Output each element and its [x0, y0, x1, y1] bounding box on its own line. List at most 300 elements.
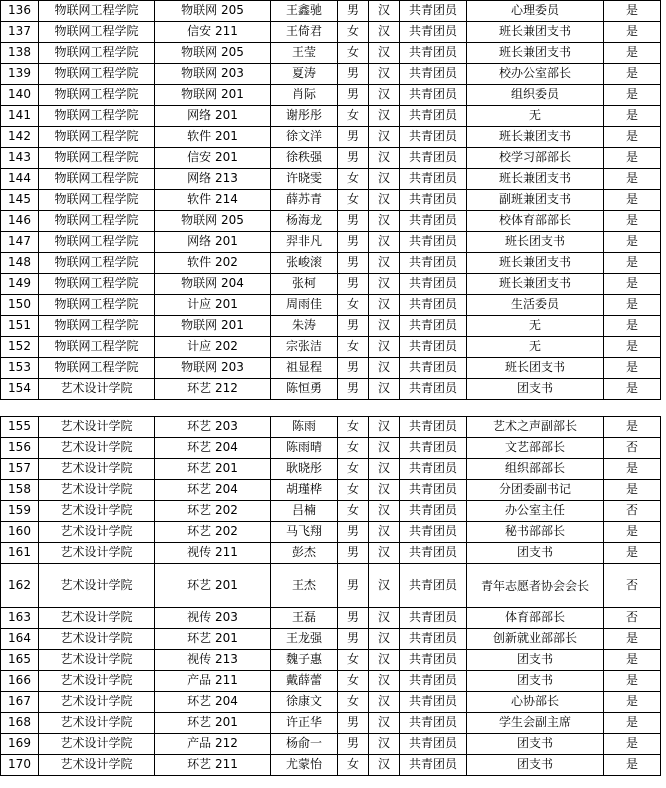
ethnicity-cell: 汉 — [369, 295, 400, 316]
name-cell: 王莹 — [271, 43, 338, 64]
table-row — [1, 232, 661, 253]
political-status-cell: 共青团员 — [400, 692, 467, 713]
political-status-cell: 共青团员 — [400, 22, 467, 43]
position-cell: 青年志愿者协会会长 — [467, 564, 604, 608]
college-cell: 物联网工程学院 — [39, 22, 155, 43]
college-cell: 艺术设计学院 — [39, 480, 155, 501]
political-status-cell: 共青团员 — [400, 608, 467, 629]
flag-cell: 是 — [604, 379, 661, 400]
ethnicity-cell: 汉 — [369, 337, 400, 358]
name-cell: 薛苏青 — [271, 190, 338, 211]
class-cell: 物联网 204 — [155, 274, 271, 295]
college-cell: 物联网工程学院 — [39, 274, 155, 295]
class-cell: 物联网 203 — [155, 358, 271, 379]
ethnicity-cell: 汉 — [369, 629, 400, 650]
gender-cell: 女 — [338, 22, 369, 43]
position-cell: 班长兼团支书 — [467, 22, 604, 43]
gender-cell: 女 — [338, 480, 369, 501]
gender-cell: 男 — [338, 85, 369, 106]
index-cell: 167 — [1, 692, 39, 713]
index-cell: 163 — [1, 608, 39, 629]
college-cell: 艺术设计学院 — [39, 501, 155, 522]
gender-cell: 女 — [338, 650, 369, 671]
table-row — [1, 379, 661, 400]
flag-cell: 是 — [604, 316, 661, 337]
ethnicity-cell: 汉 — [369, 106, 400, 127]
index-cell: 168 — [1, 713, 39, 734]
college-cell: 物联网工程学院 — [39, 316, 155, 337]
ethnicity-cell: 汉 — [369, 459, 400, 480]
college-cell: 物联网工程学院 — [39, 295, 155, 316]
index-cell: 145 — [1, 190, 39, 211]
ethnicity-cell: 汉 — [369, 692, 400, 713]
political-status-cell: 共青团员 — [400, 337, 467, 358]
ethnicity-cell: 汉 — [369, 543, 400, 564]
position-cell: 心理委员 — [467, 1, 604, 22]
class-cell: 物联网 205 — [155, 211, 271, 232]
position-cell: 班长团支书 — [467, 358, 604, 379]
class-cell: 软件 202 — [155, 253, 271, 274]
college-cell: 物联网工程学院 — [39, 232, 155, 253]
name-cell: 肖际 — [271, 85, 338, 106]
name-cell: 张柯 — [271, 274, 338, 295]
name-cell: 彭杰 — [271, 543, 338, 564]
college-cell: 艺术设计学院 — [39, 543, 155, 564]
table-row — [1, 629, 661, 650]
gender-cell: 女 — [338, 671, 369, 692]
table-row — [1, 459, 661, 480]
class-cell: 视传 213 — [155, 650, 271, 671]
flag-cell: 是 — [604, 274, 661, 295]
name-cell: 胡瑾桦 — [271, 480, 338, 501]
table-row — [1, 543, 661, 564]
index-cell: 136 — [1, 1, 39, 22]
class-cell: 软件 201 — [155, 127, 271, 148]
political-status-cell: 共青团员 — [400, 1, 467, 22]
flag-cell: 是 — [604, 480, 661, 501]
index-cell: 143 — [1, 148, 39, 169]
index-cell: 154 — [1, 379, 39, 400]
political-status-cell: 共青团员 — [400, 438, 467, 459]
name-cell: 杨海龙 — [271, 211, 338, 232]
class-cell: 环艺 202 — [155, 522, 271, 543]
flag-cell: 是 — [604, 43, 661, 64]
class-cell: 环艺 204 — [155, 438, 271, 459]
college-cell: 艺术设计学院 — [39, 379, 155, 400]
flag-cell: 否 — [604, 438, 661, 459]
gender-cell: 女 — [338, 438, 369, 459]
class-cell: 物联网 201 — [155, 316, 271, 337]
class-cell: 计应 202 — [155, 337, 271, 358]
political-status-cell: 共青团员 — [400, 106, 467, 127]
position-cell: 组织部部长 — [467, 459, 604, 480]
name-cell: 谢彤彤 — [271, 106, 338, 127]
flag-cell: 是 — [604, 85, 661, 106]
flag-cell: 是 — [604, 543, 661, 564]
name-cell: 戴薛蕾 — [271, 671, 338, 692]
flag-cell: 否 — [604, 564, 661, 608]
college-cell: 物联网工程学院 — [39, 85, 155, 106]
index-cell: 144 — [1, 169, 39, 190]
class-cell: 网络 201 — [155, 232, 271, 253]
table-row — [1, 295, 661, 316]
position-cell: 文艺部部长 — [467, 438, 604, 459]
gender-cell: 女 — [338, 43, 369, 64]
index-cell: 158 — [1, 480, 39, 501]
college-cell: 艺术设计学院 — [39, 734, 155, 755]
political-status-cell: 共青团员 — [400, 629, 467, 650]
college-cell: 艺术设计学院 — [39, 650, 155, 671]
college-cell: 艺术设计学院 — [39, 713, 155, 734]
political-status-cell: 共青团员 — [400, 85, 467, 106]
table-row — [1, 734, 661, 755]
class-cell: 物联网 205 — [155, 1, 271, 22]
college-cell: 物联网工程学院 — [39, 106, 155, 127]
flag-cell: 是 — [604, 148, 661, 169]
name-cell: 尤蒙怡 — [271, 755, 338, 776]
position-cell: 创新就业部部长 — [467, 629, 604, 650]
table-row — [1, 337, 661, 358]
position-cell: 校体育部部长 — [467, 211, 604, 232]
ethnicity-cell: 汉 — [369, 501, 400, 522]
index-cell: 169 — [1, 734, 39, 755]
flag-cell: 是 — [604, 190, 661, 211]
political-status-cell: 共青团员 — [400, 169, 467, 190]
position-cell: 班长兼团支书 — [467, 253, 604, 274]
table-row — [1, 211, 661, 232]
index-cell: 153 — [1, 358, 39, 379]
position-cell: 校学习部部长 — [467, 148, 604, 169]
table-row — [1, 671, 661, 692]
gender-cell: 男 — [338, 734, 369, 755]
class-cell: 网络 213 — [155, 169, 271, 190]
table-row — [1, 1, 661, 22]
table-row — [1, 253, 661, 274]
table-row — [1, 169, 661, 190]
flag-cell: 是 — [604, 127, 661, 148]
gender-cell: 女 — [338, 459, 369, 480]
class-cell: 信安 201 — [155, 148, 271, 169]
college-cell: 艺术设计学院 — [39, 692, 155, 713]
gender-cell: 男 — [338, 316, 369, 337]
ethnicity-cell: 汉 — [369, 417, 400, 438]
position-cell: 副班兼团支书 — [467, 190, 604, 211]
gender-cell: 女 — [338, 190, 369, 211]
class-cell: 计应 201 — [155, 295, 271, 316]
gender-cell: 女 — [338, 337, 369, 358]
table-row — [1, 417, 661, 438]
class-cell: 视传 203 — [155, 608, 271, 629]
name-cell: 祖显程 — [271, 358, 338, 379]
political-status-cell: 共青团员 — [400, 734, 467, 755]
college-cell: 艺术设计学院 — [39, 755, 155, 776]
political-status-cell: 共青团员 — [400, 148, 467, 169]
index-cell: 146 — [1, 211, 39, 232]
ethnicity-cell: 汉 — [369, 85, 400, 106]
index-cell: 165 — [1, 650, 39, 671]
flag-cell: 是 — [604, 734, 661, 755]
name-cell: 许正华 — [271, 713, 338, 734]
ethnicity-cell: 汉 — [369, 316, 400, 337]
ethnicity-cell: 汉 — [369, 734, 400, 755]
gender-cell: 男 — [338, 564, 369, 608]
ethnicity-cell: 汉 — [369, 671, 400, 692]
name-cell: 陈雨 — [271, 417, 338, 438]
index-cell: 161 — [1, 543, 39, 564]
political-status-cell: 共青团员 — [400, 522, 467, 543]
ethnicity-cell: 汉 — [369, 713, 400, 734]
college-cell: 艺术设计学院 — [39, 671, 155, 692]
table-row — [1, 127, 661, 148]
class-cell: 物联网 203 — [155, 64, 271, 85]
political-status-cell: 共青团员 — [400, 501, 467, 522]
name-cell: 王杰 — [271, 564, 338, 608]
gender-cell: 男 — [338, 127, 369, 148]
ethnicity-cell: 汉 — [369, 148, 400, 169]
index-cell: 157 — [1, 459, 39, 480]
gender-cell: 男 — [338, 379, 369, 400]
ethnicity-cell: 汉 — [369, 169, 400, 190]
index-cell: 151 — [1, 316, 39, 337]
index-cell: 170 — [1, 755, 39, 776]
flag-cell: 是 — [604, 106, 661, 127]
index-cell: 149 — [1, 274, 39, 295]
position-cell: 班长兼团支书 — [467, 127, 604, 148]
index-cell: 159 — [1, 501, 39, 522]
name-cell: 徐康文 — [271, 692, 338, 713]
class-cell: 软件 214 — [155, 190, 271, 211]
class-cell: 环艺 201 — [155, 459, 271, 480]
flag-cell: 是 — [604, 629, 661, 650]
political-status-cell: 共青团员 — [400, 316, 467, 337]
college-cell: 艺术设计学院 — [39, 438, 155, 459]
name-cell: 徐文洋 — [271, 127, 338, 148]
position-cell: 办公室主任 — [467, 501, 604, 522]
political-status-cell: 共青团员 — [400, 43, 467, 64]
position-cell: 班长兼团支书 — [467, 43, 604, 64]
gender-cell: 女 — [338, 169, 369, 190]
college-cell: 艺术设计学院 — [39, 522, 155, 543]
name-cell: 王倚君 — [271, 22, 338, 43]
class-cell: 环艺 201 — [155, 564, 271, 608]
table-row — [1, 713, 661, 734]
ethnicity-cell: 汉 — [369, 190, 400, 211]
college-cell: 物联网工程学院 — [39, 169, 155, 190]
college-cell: 物联网工程学院 — [39, 148, 155, 169]
flag-cell: 是 — [604, 692, 661, 713]
class-cell: 环艺 203 — [155, 417, 271, 438]
ethnicity-cell: 汉 — [369, 43, 400, 64]
political-status-cell: 共青团员 — [400, 358, 467, 379]
college-cell: 物联网工程学院 — [39, 358, 155, 379]
political-status-cell: 共青团员 — [400, 671, 467, 692]
ethnicity-cell: 汉 — [369, 64, 400, 85]
ethnicity-cell: 汉 — [369, 379, 400, 400]
position-cell: 班长兼团支书 — [467, 274, 604, 295]
ethnicity-cell: 汉 — [369, 564, 400, 608]
name-cell: 王鑫驰 — [271, 1, 338, 22]
gender-cell: 男 — [338, 358, 369, 379]
position-cell: 体育部部长 — [467, 608, 604, 629]
flag-cell: 是 — [604, 713, 661, 734]
political-status-cell: 共青团员 — [400, 274, 467, 295]
table-row — [1, 106, 661, 127]
flag-cell: 是 — [604, 1, 661, 22]
political-status-cell: 共青团员 — [400, 417, 467, 438]
gender-cell: 男 — [338, 629, 369, 650]
gender-cell: 女 — [338, 417, 369, 438]
table-row — [1, 438, 661, 459]
flag-cell: 是 — [604, 295, 661, 316]
gender-cell: 男 — [338, 211, 369, 232]
index-cell: 150 — [1, 295, 39, 316]
class-cell: 视传 211 — [155, 543, 271, 564]
college-cell: 物联网工程学院 — [39, 127, 155, 148]
college-cell: 物联网工程学院 — [39, 43, 155, 64]
position-cell: 无 — [467, 337, 604, 358]
college-cell: 物联网工程学院 — [39, 211, 155, 232]
class-cell: 产品 211 — [155, 671, 271, 692]
table-row — [1, 608, 661, 629]
political-status-cell: 共青团员 — [400, 253, 467, 274]
college-cell: 物联网工程学院 — [39, 337, 155, 358]
political-status-cell: 共青团员 — [400, 650, 467, 671]
class-cell: 物联网 205 — [155, 43, 271, 64]
ethnicity-cell: 汉 — [369, 211, 400, 232]
position-cell: 无 — [467, 106, 604, 127]
index-cell: 155 — [1, 417, 39, 438]
college-cell: 艺术设计学院 — [39, 459, 155, 480]
position-cell: 无 — [467, 316, 604, 337]
ethnicity-cell: 汉 — [369, 1, 400, 22]
gender-cell: 男 — [338, 713, 369, 734]
name-cell: 杨俞一 — [271, 734, 338, 755]
college-cell: 艺术设计学院 — [39, 629, 155, 650]
flag-cell: 是 — [604, 671, 661, 692]
political-status-cell: 共青团员 — [400, 211, 467, 232]
ethnicity-cell: 汉 — [369, 253, 400, 274]
table-row — [1, 522, 661, 543]
table-row — [1, 64, 661, 85]
gender-cell: 女 — [338, 692, 369, 713]
table-row — [1, 564, 661, 608]
index-cell: 141 — [1, 106, 39, 127]
gender-cell: 男 — [338, 608, 369, 629]
position-cell: 生活委员 — [467, 295, 604, 316]
class-cell: 环艺 204 — [155, 480, 271, 501]
position-cell: 团支书 — [467, 671, 604, 692]
class-cell: 环艺 201 — [155, 713, 271, 734]
position-cell: 分团委副书记 — [467, 480, 604, 501]
ethnicity-cell: 汉 — [369, 522, 400, 543]
class-cell: 环艺 212 — [155, 379, 271, 400]
name-cell: 王龙强 — [271, 629, 338, 650]
table-row — [1, 692, 661, 713]
political-status-cell: 共青团员 — [400, 127, 467, 148]
gender-cell: 男 — [338, 1, 369, 22]
ethnicity-cell: 汉 — [369, 127, 400, 148]
index-cell: 147 — [1, 232, 39, 253]
position-cell: 团支书 — [467, 650, 604, 671]
gender-cell: 男 — [338, 522, 369, 543]
political-status-cell: 共青团员 — [400, 755, 467, 776]
flag-cell: 是 — [604, 459, 661, 480]
position-cell: 团支书 — [467, 543, 604, 564]
name-cell: 夏涛 — [271, 64, 338, 85]
position-cell: 秘书部部长 — [467, 522, 604, 543]
index-cell: 152 — [1, 337, 39, 358]
position-cell: 心协部长 — [467, 692, 604, 713]
gender-cell: 女 — [338, 295, 369, 316]
position-cell: 艺术之声副部长 — [467, 417, 604, 438]
class-cell: 网络 201 — [155, 106, 271, 127]
ethnicity-cell: 汉 — [369, 755, 400, 776]
political-status-cell: 共青团员 — [400, 232, 467, 253]
name-cell: 徐秩强 — [271, 148, 338, 169]
index-cell: 138 — [1, 43, 39, 64]
name-cell: 陈雨晴 — [271, 438, 338, 459]
name-cell: 张峻滚 — [271, 253, 338, 274]
index-cell: 142 — [1, 127, 39, 148]
position-cell: 班长团支书 — [467, 232, 604, 253]
ethnicity-cell: 汉 — [369, 608, 400, 629]
flag-cell: 是 — [604, 650, 661, 671]
flag-cell: 是 — [604, 358, 661, 379]
name-cell: 朱涛 — [271, 316, 338, 337]
table-row — [1, 480, 661, 501]
gender-cell: 男 — [338, 232, 369, 253]
college-cell: 艺术设计学院 — [39, 564, 155, 608]
table-row — [1, 501, 661, 522]
political-status-cell: 共青团员 — [400, 713, 467, 734]
class-cell: 环艺 202 — [155, 501, 271, 522]
index-cell: 140 — [1, 85, 39, 106]
political-status-cell: 共青团员 — [400, 379, 467, 400]
gender-cell: 男 — [338, 148, 369, 169]
ethnicity-cell: 汉 — [369, 274, 400, 295]
ethnicity-cell: 汉 — [369, 358, 400, 379]
class-cell: 信安 211 — [155, 22, 271, 43]
table-row — [1, 43, 661, 64]
political-status-cell: 共青团员 — [400, 543, 467, 564]
name-cell: 周雨佳 — [271, 295, 338, 316]
name-cell: 羿非凡 — [271, 232, 338, 253]
class-cell: 环艺 204 — [155, 692, 271, 713]
name-cell: 陈恒勇 — [271, 379, 338, 400]
table-row — [1, 358, 661, 379]
ethnicity-cell: 汉 — [369, 438, 400, 459]
flag-cell: 是 — [604, 522, 661, 543]
gender-cell: 女 — [338, 501, 369, 522]
flag-cell: 是 — [604, 169, 661, 190]
college-cell: 物联网工程学院 — [39, 190, 155, 211]
table-row — [1, 148, 661, 169]
flag-cell: 是 — [604, 755, 661, 776]
gender-cell: 女 — [338, 106, 369, 127]
flag-cell: 是 — [604, 417, 661, 438]
index-cell: 160 — [1, 522, 39, 543]
flag-cell: 是 — [604, 232, 661, 253]
political-status-cell: 共青团员 — [400, 295, 467, 316]
flag-cell: 是 — [604, 211, 661, 232]
position-cell: 班长兼团支书 — [467, 169, 604, 190]
gender-cell: 男 — [338, 253, 369, 274]
class-cell: 环艺 201 — [155, 629, 271, 650]
name-cell: 宗张洁 — [271, 337, 338, 358]
flag-cell: 是 — [604, 64, 661, 85]
name-cell: 王磊 — [271, 608, 338, 629]
position-cell: 校办公室部长 — [467, 64, 604, 85]
